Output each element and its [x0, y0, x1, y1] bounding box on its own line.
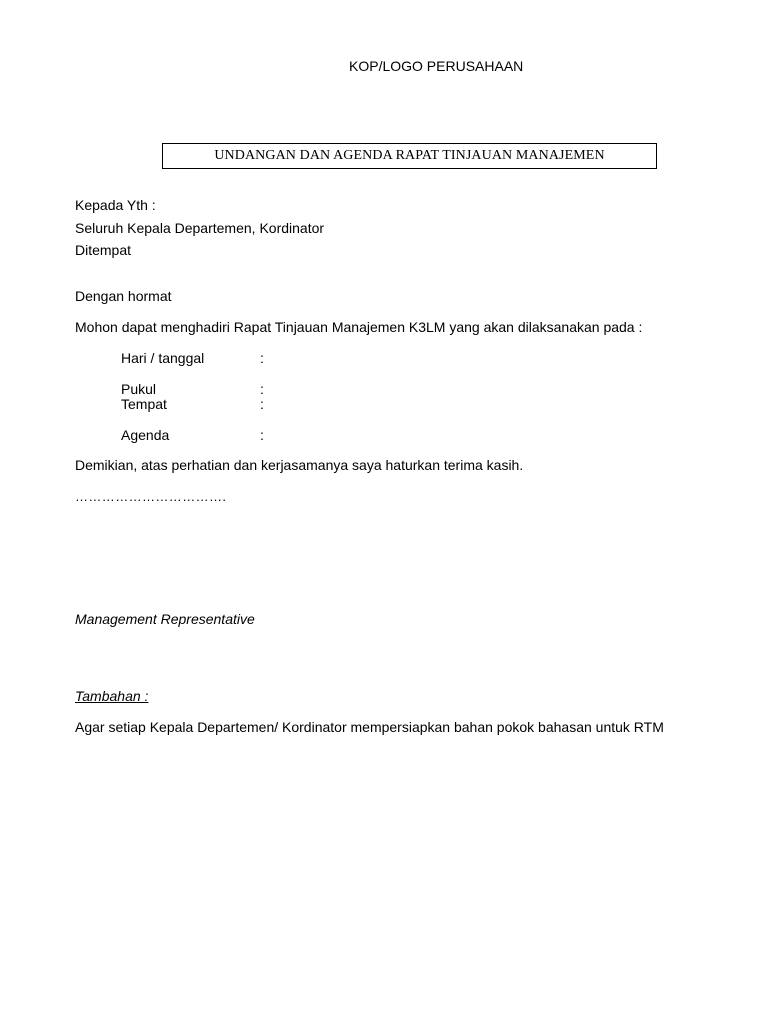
- company-letterhead-placeholder: KOP/LOGO PERUSAHAAN: [349, 58, 524, 74]
- addendum-text: Agar setiap Kepala Departemen/ Kordinator mempersiapkan bahan pokok bahasan untuk RTM: [75, 719, 664, 735]
- invitation-intro: Mohon dapat menghadiri Rapat Tinjauan Manajemen K3LM yang akan dilaksanakan pada :: [75, 319, 643, 335]
- recipient-name: Seluruh Kepala Departemen, Kordinator: [75, 220, 325, 236]
- closing-sentence: Demikian, atas perhatian dan kerjasamanya saya haturkan terima kasih.: [75, 457, 524, 473]
- addendum-heading: Tambahan :: [75, 688, 149, 704]
- detail-label-place: Tempat: [121, 396, 167, 412]
- recipient-salutation: Kepada Yth :: [75, 197, 156, 213]
- recipient-location: Ditempat: [75, 242, 132, 258]
- document-title-box: [162, 143, 657, 169]
- detail-colon-place: :: [260, 396, 264, 412]
- greeting: Dengan hormat: [75, 288, 172, 304]
- detail-label-agenda: Agenda: [121, 427, 170, 443]
- signature-role: Management Representative: [75, 611, 255, 627]
- detail-label-date: Hari / tanggal: [121, 350, 205, 366]
- detail-label-time: Pukul: [121, 381, 157, 397]
- document-title: UNDANGAN DAN AGENDA RAPAT TINJAUAN MANAJEMEN: [214, 148, 605, 163]
- dotted-placeholder: …………………………….: [75, 489, 227, 504]
- detail-colon-date: :: [260, 350, 264, 366]
- detail-colon-agenda: :: [260, 427, 264, 443]
- detail-colon-time: :: [260, 381, 264, 397]
